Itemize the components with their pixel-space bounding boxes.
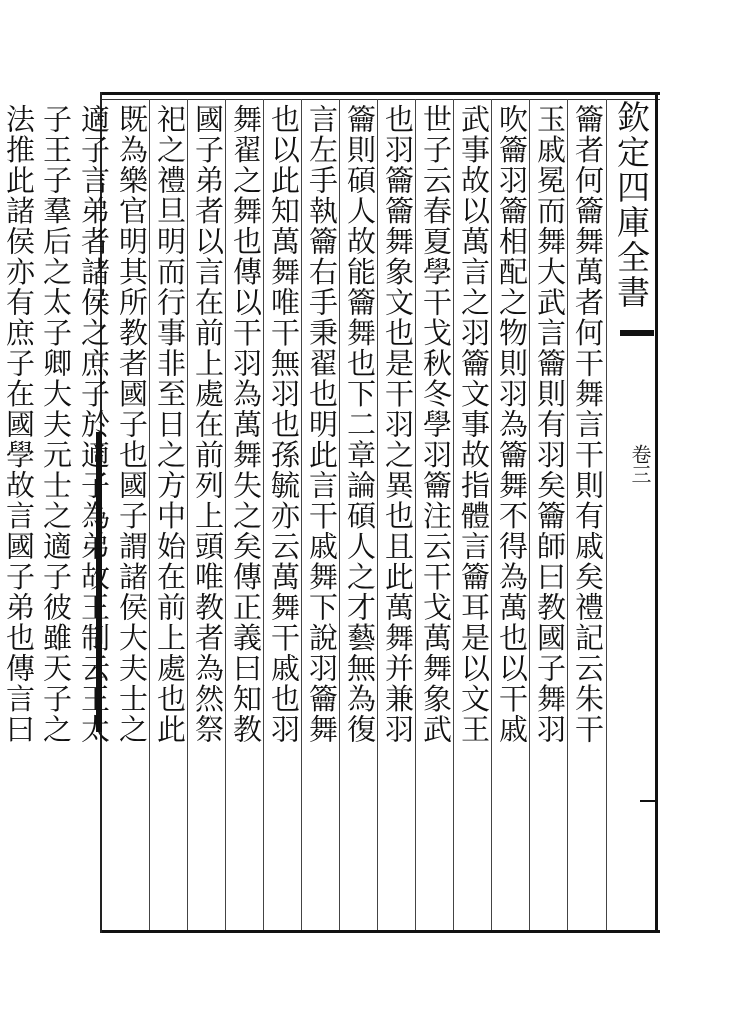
text-column-8: 言左手執籥右手秉翟也明此言干戚舞下說羽籥舞 — [305, 104, 339, 745]
text-column-16: 法推此諸侯亦有庶子在國學故言國子弟也傳言曰 — [2, 104, 36, 745]
gutter-title: 欽定四庫全書 — [612, 100, 651, 310]
text-column-14: 適子言弟者諸侯之庶子於適子為弟故王制云王太 — [77, 104, 111, 745]
text-column-9: 也以此知萬舞唯干無羽也孫毓亦云萬舞干戚也羽 — [267, 104, 301, 745]
text-column-10: 舞翟之舞也傳以干羽為萬舞失之矣傳正義曰知教 — [229, 104, 263, 745]
text-column-13: 既為樂官明其所教者國子也國子謂諸侯大夫士之 — [115, 104, 149, 745]
text-column-11: 國子弟者以言在前上處在前列上頭唯教者為然祭 — [191, 104, 225, 745]
gutter-fishtail-mark — [620, 330, 654, 336]
text-column-3: 吹籥羽籥相配之物則羽為籥舞不得為萬也以干戚 — [495, 104, 529, 745]
text-column-15: 子王子羣后之太子卿大夫元士之適子彼雖天子之 — [39, 104, 73, 745]
text-column-5: 世子云春夏學干戈秋冬學羽籥注云干戈萬舞象武 — [419, 104, 453, 745]
text-column-1: 籥者何籥舞萬者何干舞言干則有戚矣禮記云朱干 — [571, 104, 605, 745]
frame-top-border — [100, 92, 660, 95]
text-column-12: 祀之禮旦明而行事非至日之方中始在前上處也此 — [153, 104, 187, 745]
gutter-volume: 卷三 — [628, 444, 652, 484]
frame-right-border — [655, 92, 658, 933]
frame-top-inner-border — [100, 99, 660, 100]
text-column-7: 籥則碩人故能籥舞也下二章論碩人之才藝無為復 — [343, 104, 377, 745]
frame-bottom-border — [100, 930, 660, 933]
text-column-4: 武事故以萬言之羽籥文事故指體言籥耳是以文王 — [457, 104, 491, 745]
gutter-small-mark — [640, 800, 658, 802]
text-column-6: 也羽籥籥舞象文也是干羽之異也且此萬舞并兼羽 — [381, 104, 415, 745]
text-column-2: 玉戚冕而舞大武言籥則有羽矣籥師曰教國子舞羽 — [533, 104, 567, 745]
